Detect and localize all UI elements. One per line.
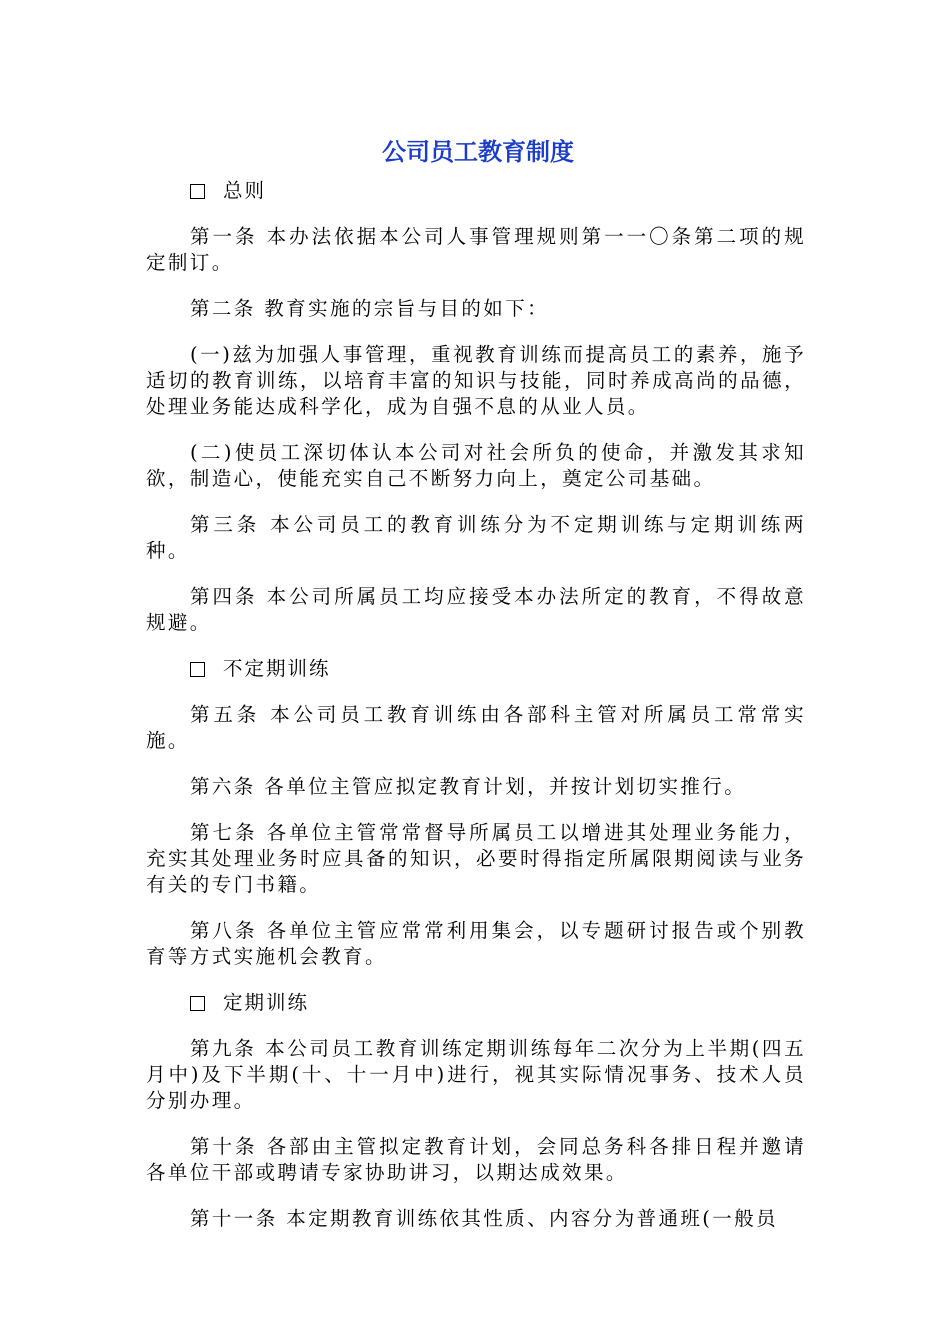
checkbox-square-icon <box>190 662 205 677</box>
article-3: 第三条 本公司员工的教育训练分为不定期训练与定期训练两种。 <box>146 513 806 562</box>
article-2-item-2: (二)使员工深切体认本公司对社会所负的使命，并激发其求知欲，制造心，使能充实自己不断努力向上，奠定公司基础。 <box>146 441 806 490</box>
article-11: 第十一条 本定期教育训练依其性质、内容分为普通班(一般员 <box>190 1207 779 1230</box>
article-2-item-1: (一)兹为加强人事管理，重视教育训练而提高员工的素养，施予适切的教育训练，以培育丰富的知识与技能，同时养成高尚的品德，处理业务能达成科学化，成为自强不息的从业人员。 <box>146 343 806 418</box>
article-5: 第五条 本公司员工教育训练由各部科主管对所属员工常常实施。 <box>146 703 806 752</box>
checkbox-square-icon <box>190 996 205 1011</box>
document-title: 公司员工教育制度 <box>382 138 574 166</box>
section-heading-general <box>190 178 806 204</box>
document-page <box>146 132 806 1252</box>
article-10: 第十条 各部由主管拟定教育计划，会同总务科各排日程并邀请各单位干部或聘请专家协助讲习，以期达成效果。 <box>146 1135 806 1184</box>
article-4: 第四条 本公司所属员工均应接受本办法所定的教育，不得故意规避。 <box>146 585 806 634</box>
article-7: 第七条 各单位主管常常督导所属员工以增进其处理业务能力，充实其处理业务时应具备的知识，必要时得指定所属限期阅读与业务有关的专门书籍。 <box>146 821 806 896</box>
section-heading-regular-training <box>190 990 806 1016</box>
section-heading-irregular-training <box>190 656 806 682</box>
section-heading-label: 总则 <box>223 179 267 202</box>
section-heading-label: 不定期训练 <box>223 657 331 680</box>
article-1: 第一条 本办法依据本公司人事管理规则第一一〇条第二项的规定制订。 <box>146 225 806 274</box>
section-heading-label: 定期训练 <box>223 991 310 1014</box>
article-9: 第九条 本公司员工教育训练定期训练每年二次分为上半期(四五月中)及下半期(十、十一月中)进行，视其实际情况事务、技术人员分别办理。 <box>146 1037 806 1112</box>
article-8: 第八条 各单位主管应常常利用集会，以专题研讨报告或个别教育等方式实施机会教育。 <box>146 919 806 968</box>
checkbox-square-icon <box>190 184 205 199</box>
article-2: 第二条 教育实施的宗旨与目的如下： <box>190 297 549 320</box>
article-6: 第六条 各单位主管应拟定教育计划，并按计划切实推行。 <box>190 775 747 798</box>
